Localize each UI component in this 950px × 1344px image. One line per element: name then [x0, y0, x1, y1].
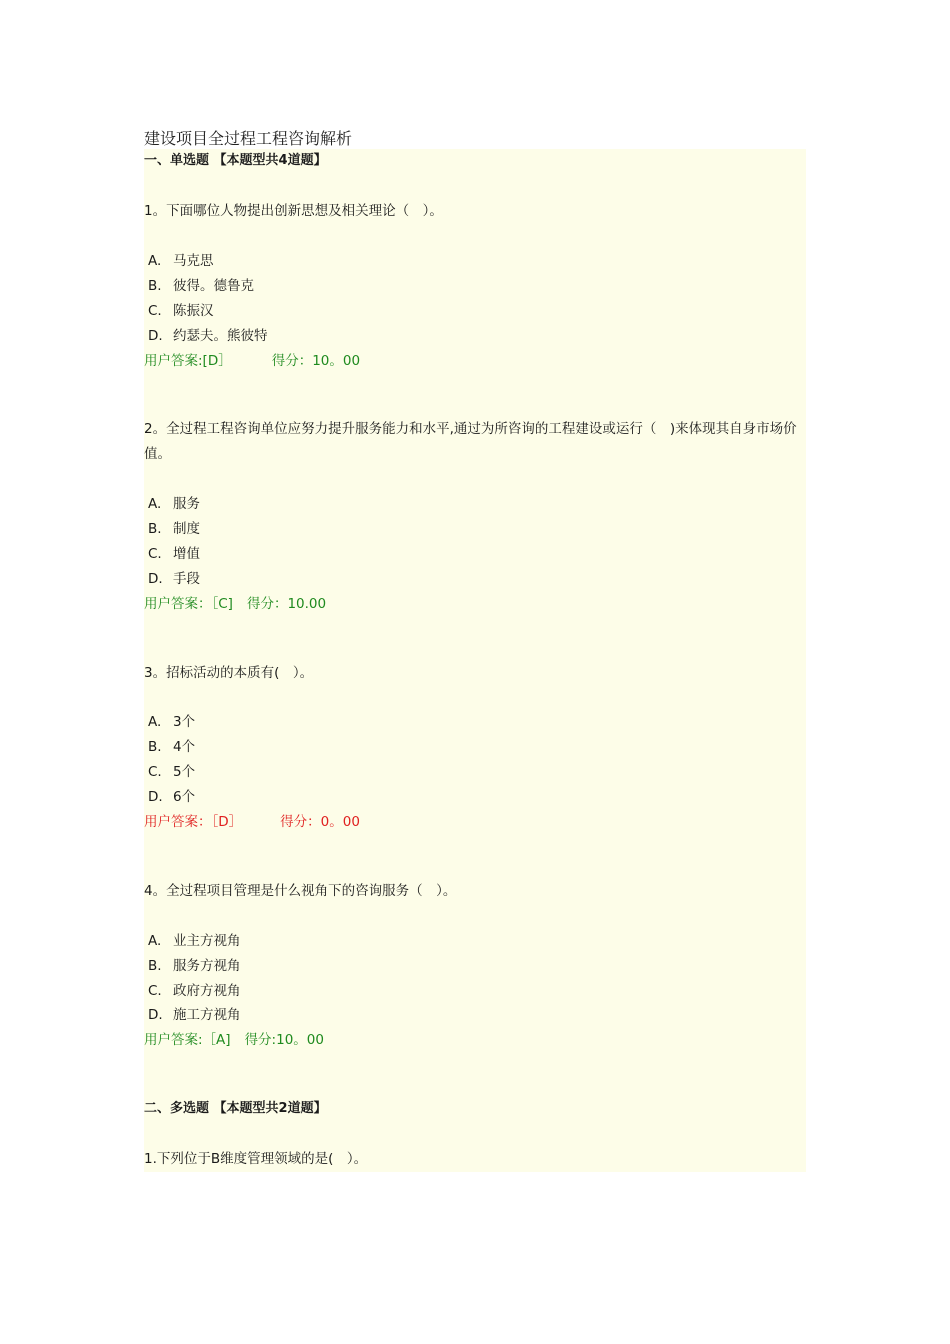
q3-option-b[interactable]: [148, 738, 195, 756]
q1-option-b[interactable]: [148, 277, 254, 295]
option-letter: A.: [148, 253, 162, 269]
score: 得分:10。00: [244, 1032, 324, 1048]
option-letter: B.: [148, 739, 162, 755]
option-text: 业主方视角: [173, 933, 241, 949]
q1-option-a[interactable]: [148, 252, 214, 270]
option-text: 政府方视角: [173, 983, 241, 999]
option-letter: B.: [148, 521, 162, 537]
option-text: 约瑟夫。熊彼特: [173, 328, 268, 344]
option-letter: C.: [148, 303, 162, 319]
option-letter: A.: [148, 714, 162, 730]
q2-option-a[interactable]: [148, 495, 200, 513]
q1-option-c[interactable]: [148, 302, 214, 320]
q3-answer-line: [144, 813, 360, 831]
option-letter: B.: [148, 958, 162, 974]
user-answer: 用户答案：［D］: [144, 814, 243, 830]
q3-option-c[interactable]: [148, 763, 195, 781]
question-4-text: 4。全过程项目管理是什么视角下的咨询服务（ ）。: [144, 883, 457, 899]
user-answer: 用户答案:［A]: [144, 1032, 231, 1048]
q2-option-d[interactable]: [148, 570, 200, 588]
multi-question-1-text: 1.下列位于B维度管理领域的是( ）。: [144, 1151, 368, 1167]
option-text: 陈振汉: [173, 303, 214, 319]
question-1-text: 1。下面哪位人物提出创新思想及相关理论（ ）。: [144, 203, 443, 219]
option-text: 4个: [173, 739, 196, 755]
section-heading-multiple-choice: 二、多选题 【本题型共2道题】: [144, 1101, 327, 1116]
user-answer: 用户答案:[D］: [144, 353, 232, 369]
score: 得分：10。00: [271, 353, 361, 369]
q2-option-b[interactable]: [148, 520, 200, 538]
option-letter: C.: [148, 983, 162, 999]
q3-option-d[interactable]: [148, 788, 195, 806]
q1-option-d[interactable]: [148, 327, 268, 345]
q3-option-a[interactable]: [148, 713, 195, 731]
option-letter: D.: [148, 1007, 163, 1023]
score: 得分：0。00: [280, 814, 360, 830]
question-2-text: 2。全过程工程咨询单位应努力提升服务能力和水平,通过为所咨询的工程建设或运行（ )来体现其自身市场价值。: [144, 421, 797, 462]
option-letter: A.: [148, 496, 162, 512]
option-letter: D.: [148, 571, 163, 587]
option-text: 3个: [173, 714, 196, 730]
q4-option-c[interactable]: [148, 982, 241, 1000]
option-letter: D.: [148, 789, 163, 805]
score: 得分：10.00: [246, 596, 327, 612]
option-letter: C.: [148, 546, 162, 562]
q2-answer-line: [144, 595, 326, 613]
option-letter: C.: [148, 764, 162, 780]
option-text: 马克思: [173, 253, 214, 269]
section-heading-single-choice: 一、单选题 【本题型共4道题】: [144, 153, 327, 168]
option-letter: D.: [148, 328, 163, 344]
q2-option-c[interactable]: [148, 545, 200, 563]
user-answer: 用户答案：［C]: [144, 596, 233, 612]
question-panel: [144, 149, 806, 1172]
option-text: 服务: [173, 496, 200, 512]
option-text: 增值: [173, 546, 200, 562]
option-text: 5个: [173, 764, 196, 780]
option-text: 彼得。德鲁克: [173, 278, 254, 294]
option-letter: B.: [148, 278, 162, 294]
option-text: 手段: [173, 571, 200, 587]
option-letter: A.: [148, 933, 162, 949]
option-text: 制度: [173, 521, 200, 537]
option-text: 服务方视角: [173, 958, 241, 974]
q4-option-a[interactable]: [148, 932, 241, 950]
question-3-text: 3。招标活动的本质有( ）。: [144, 665, 314, 681]
q4-option-d[interactable]: [148, 1006, 241, 1024]
q1-answer-line: [144, 352, 360, 370]
document-title: 建设项目全过程工程咨询解析: [144, 129, 353, 148]
option-text: 6个: [173, 789, 196, 805]
q4-answer-line: [144, 1031, 324, 1049]
option-text: 施工方视角: [173, 1007, 241, 1023]
q4-option-b[interactable]: [148, 957, 241, 975]
